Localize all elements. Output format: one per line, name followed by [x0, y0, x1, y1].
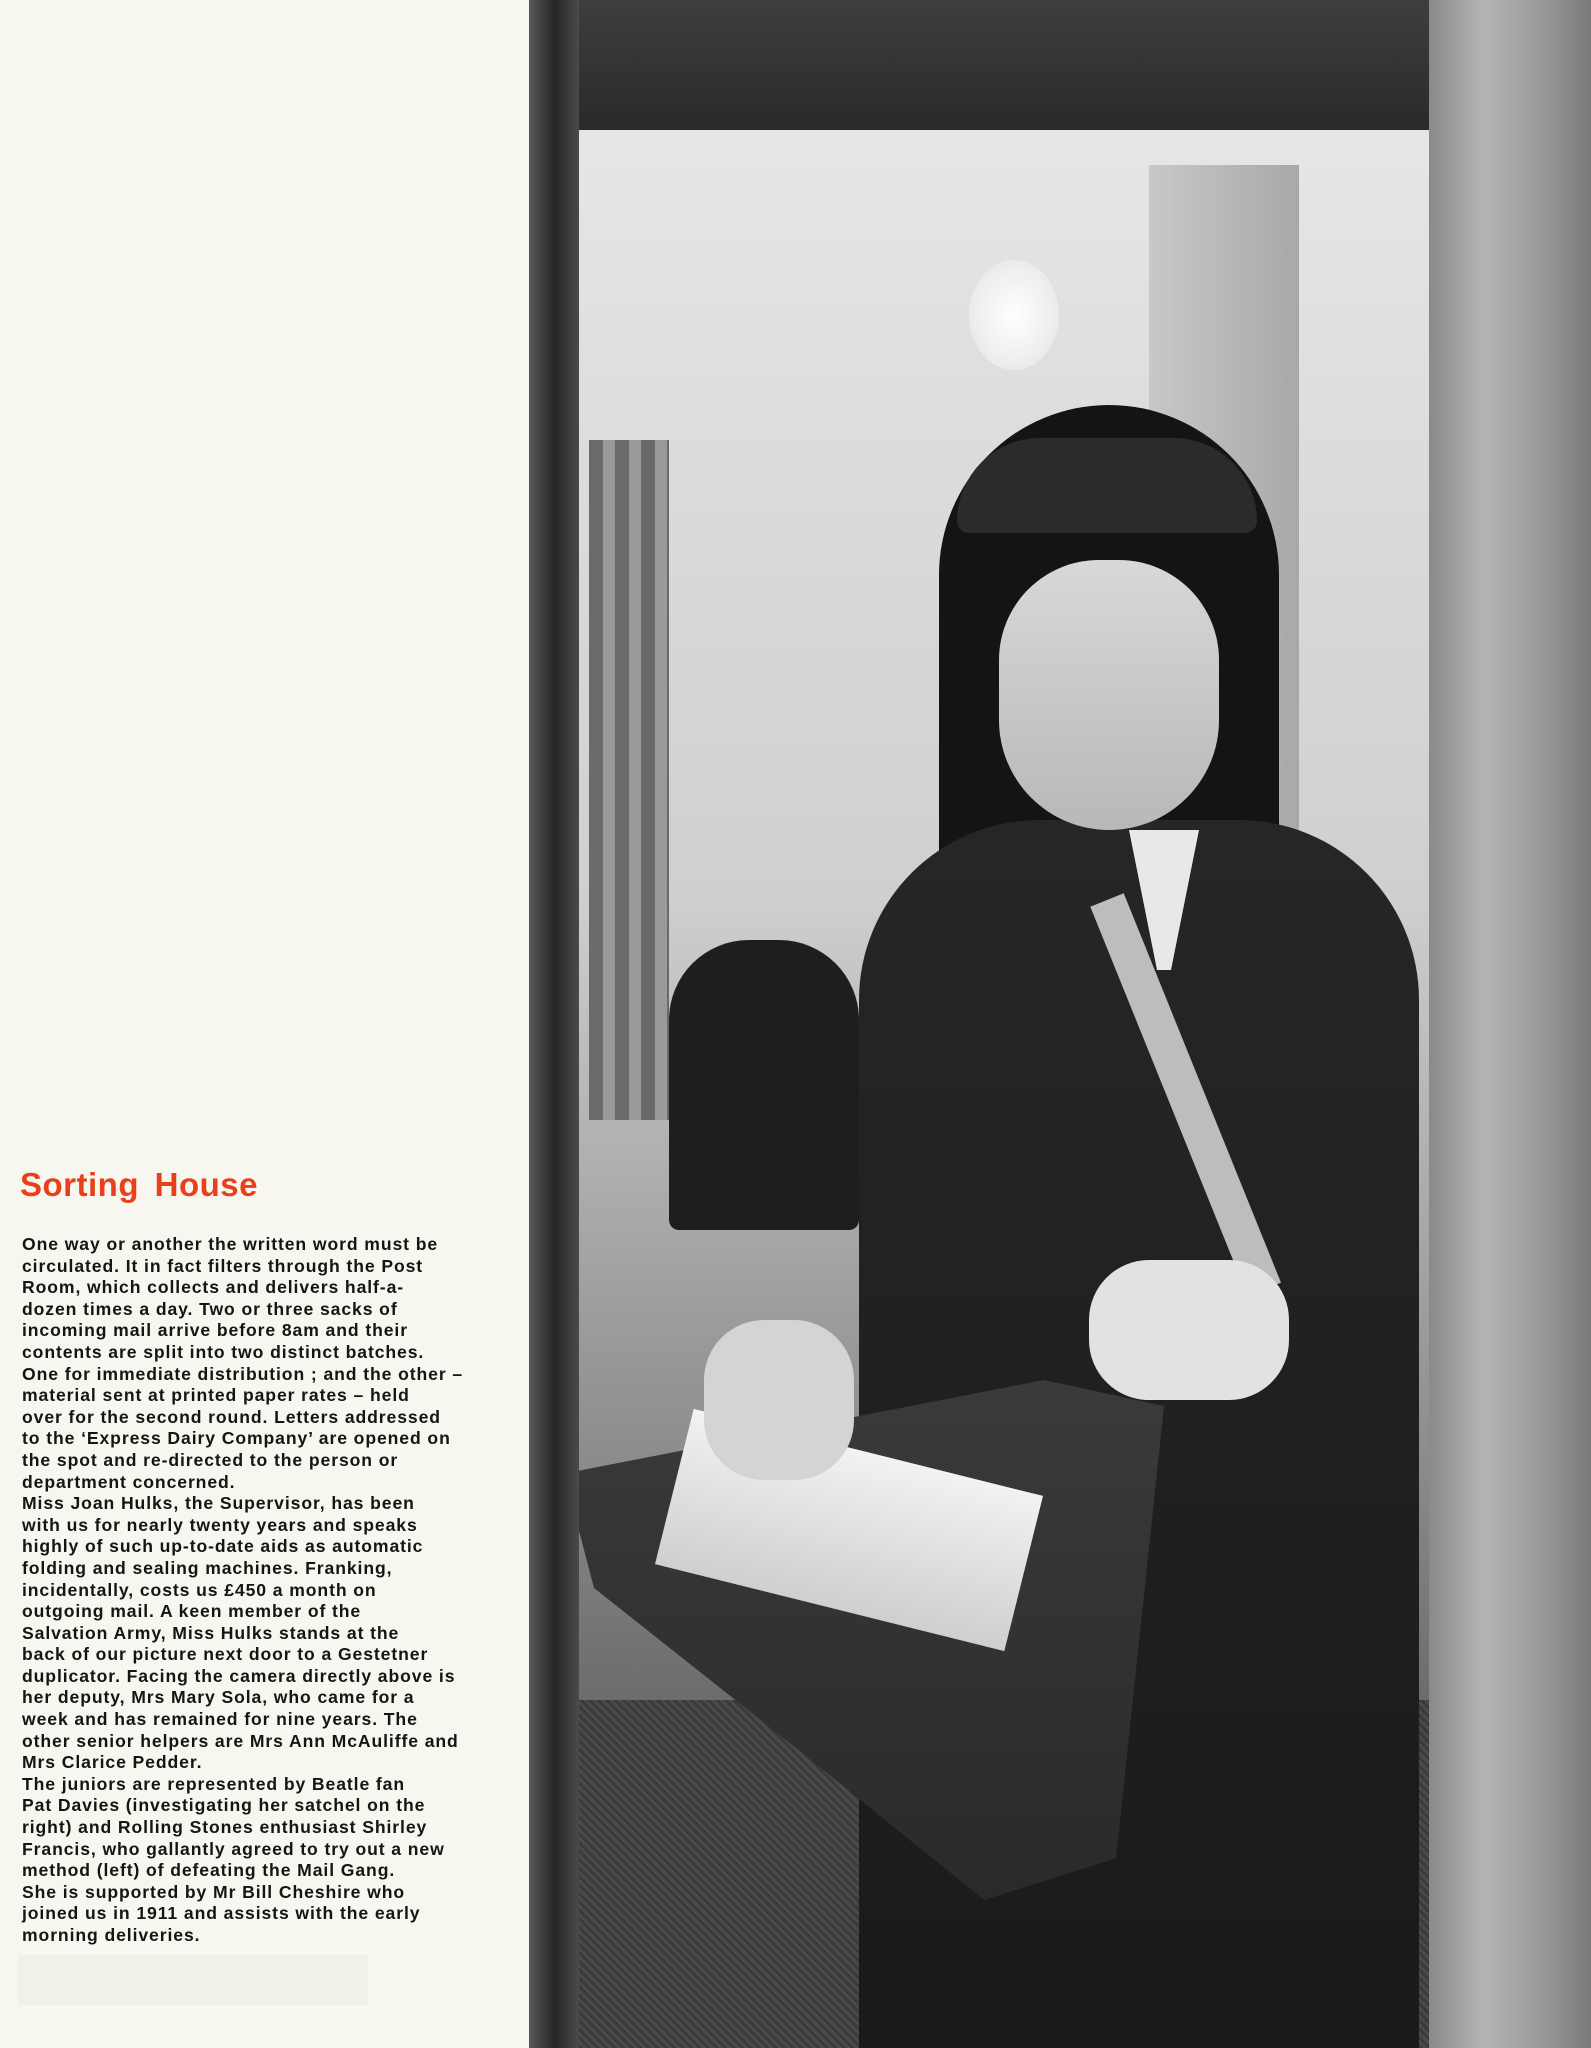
- article-line: to the ‘Express Dairy Company’ are opened on: [22, 1428, 451, 1449]
- article-line: outgoing mail. A keen member of the: [22, 1601, 362, 1622]
- article-line: contents are split into two distinct batches.: [22, 1341, 425, 1362]
- photo-man-background: [669, 940, 859, 1230]
- article-line: over for the second round. Letters addressed: [22, 1406, 441, 1427]
- article-line: She is supported by Mr Bill Cheshire who: [22, 1881, 406, 1902]
- article-line: other senior helpers are Mrs Ann McAuliffe and: [22, 1730, 459, 1751]
- article-line: her deputy, Mrs Mary Sola, who came for a: [22, 1687, 415, 1708]
- photo-door-frame-right: [1429, 0, 1591, 2048]
- photo-face: [999, 560, 1219, 830]
- article-line: The juniors are represented by Beatle fan: [22, 1773, 406, 1794]
- photo-curtain: [589, 440, 669, 1120]
- article-line: duplicator. Facing the camera directly above is: [22, 1665, 456, 1686]
- blank-panel: [18, 1955, 368, 2005]
- article-line: Mrs Clarice Pedder.: [22, 1752, 203, 1773]
- photo-girl-with-satchel: [529, 0, 1591, 2048]
- article-body: [22, 1234, 502, 1947]
- photo-hand-left: [704, 1320, 854, 1480]
- photo-headband: [957, 438, 1257, 533]
- article-line: method (left) of defeating the Mail Gang.: [22, 1860, 396, 1881]
- article-line: department concerned.: [22, 1471, 236, 1492]
- article-line: One way or another the written word must be: [22, 1234, 439, 1254]
- text-column: [0, 0, 529, 2048]
- article-line: Salvation Army, Miss Hulks stands at the: [22, 1622, 400, 1643]
- article-line: circulated. It in fact filters through the Post: [22, 1255, 424, 1276]
- article-line: Pat Davies (investigating her satchel on the: [22, 1795, 426, 1816]
- article-line: with us for nearly twenty years and speaks: [22, 1514, 418, 1535]
- article-line: Francis, who gallantly agreed to try out a new: [22, 1838, 445, 1859]
- photo-hand-right: [1089, 1260, 1289, 1400]
- article-line: back of our picture next door to a Gestetner: [22, 1644, 429, 1665]
- article-line: morning deliveries.: [22, 1925, 201, 1945]
- article-line: incoming mail arrive before 8am and their: [22, 1320, 408, 1341]
- article-line: folding and sealing machines. Franking,: [22, 1557, 393, 1578]
- article-line: Room, which collects and delivers half-a-: [22, 1277, 405, 1298]
- article-line: One for immediate distribution ; and the other –: [22, 1363, 464, 1384]
- article-line: incidentally, costs us £450 a month on: [22, 1579, 377, 1600]
- article-line: dozen times a day. Two or three sacks of: [22, 1298, 398, 1319]
- article-line: Miss Joan Hulks, the Supervisor, has been: [22, 1493, 415, 1514]
- article-line: highly of such up-to-date aids as automatic: [22, 1536, 424, 1557]
- photo-door-frame-left: [529, 0, 579, 2048]
- article-line: material sent at printed paper rates – held: [22, 1385, 410, 1406]
- article-line: right) and Rolling Stones enthusiast Shirley: [22, 1817, 428, 1838]
- photo-lamp: [969, 260, 1059, 370]
- article-line: the spot and re-directed to the person or: [22, 1449, 399, 1470]
- article-line: joined us in 1911 and assists with the early: [22, 1903, 421, 1924]
- article-line: week and has remained for nine years. The: [22, 1709, 418, 1730]
- article-title: Sorting House: [20, 1166, 259, 1203]
